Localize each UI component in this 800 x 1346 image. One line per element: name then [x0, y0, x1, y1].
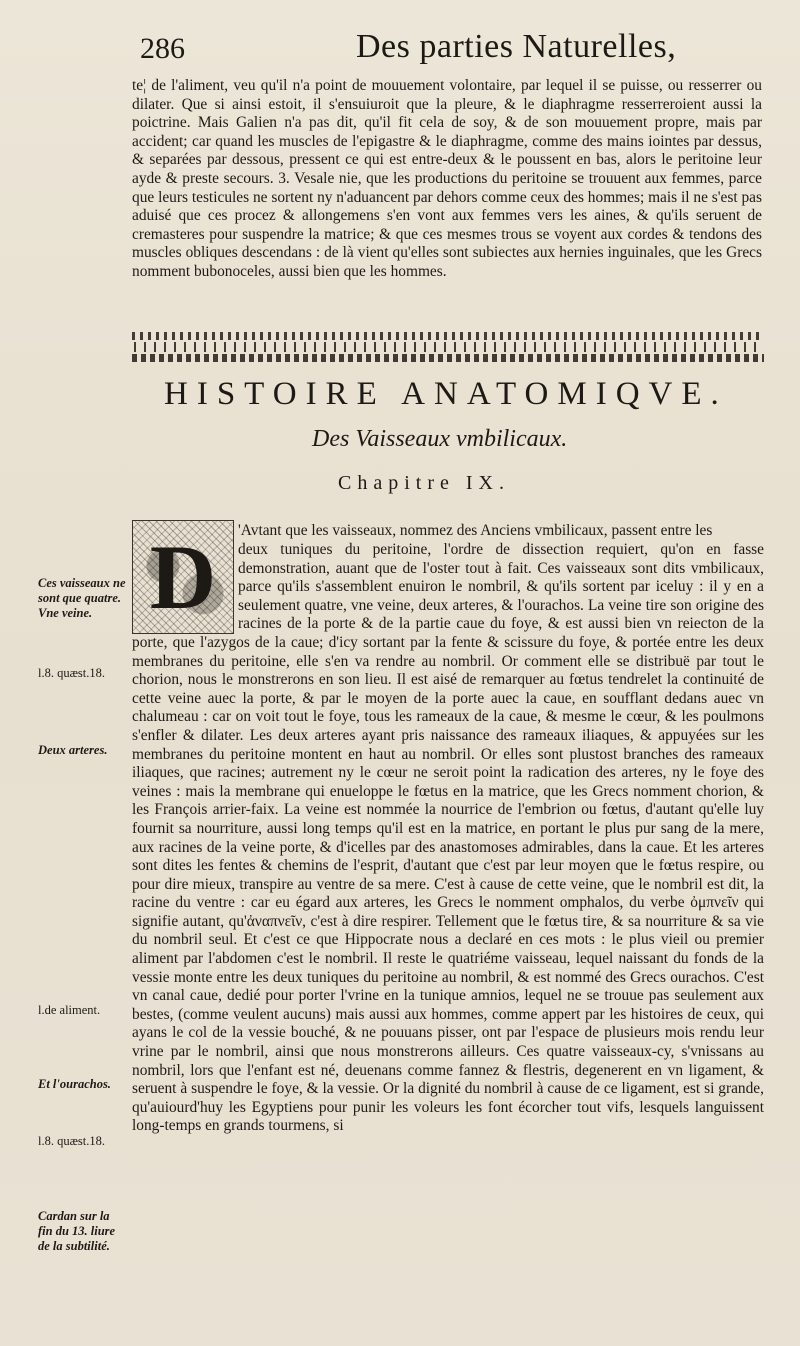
decorative-ornament-band: [132, 332, 764, 362]
dropcap-letter: D: [149, 526, 217, 628]
margin-note: Et l'ourachos.: [38, 1077, 111, 1091]
chapter-heading: Chapitre IX.: [338, 472, 510, 494]
top-paragraph: te¦ de l'aliment, veu qu'il n'a point de mouuement volontaire, par lequel il se puisse, ou resserrer ou dilater. Que si ainsi estoit, il s'ensuiuroit que la pleure, & le diaphragme resserreroient aussi la poictrine. Mais Galien n'a pas dit, qu'il fit cela de soy, & de son mouuement propre, mais par accident; car quand les muscles de l'epigastre & le diaphragme, comme des mains iointes par dessus, & separées par dessous, pressent ce qui est entre-deux & le poussent en bas, alors le peritoine leur ayde & preste secours. 3. Vesale nie, que les productions du peritoine se trouuent aux femmes, parce que leurs testicules ne sortent ny n'aduancent par dehors comme ceux des hommes; mais il ne s'est pas aduisé que ces procez & allongemens s'en vont aux femmes vers les aines, & qu'ils seruent de cremasteres pour suspendre la matrice; & que ces mesmes trous se voyent aux cordes & tendons des muscles obliques descendans : de là vient qu'elles sont subiectes aux hernies inguinales, que les Grecs nomment bubonoceles, aussi bien que les hommes.: [132, 77, 762, 280]
margin-note: Deux arteres.: [38, 743, 108, 757]
dropcap-spacer: [132, 541, 238, 633]
margin-note: l.8. quæst.18.: [38, 666, 106, 680]
section-title: HISTOIRE ANATOMIQVE.: [164, 376, 728, 412]
margin-note: l.de aliment.: [38, 1003, 101, 1017]
margin-note: l.8. quæst.18.: [38, 1134, 106, 1148]
chapter-first-line: 'Avtant que les vaisseaux, nommez des Anciens vmbilicaux, passent entre les: [238, 522, 713, 539]
chapter-body: [132, 541, 764, 1136]
margin-note: Cardan sur la fin du 13. liure de la subtilité.: [38, 1209, 116, 1253]
page-header: [40, 28, 770, 74]
chapter-body-text: deux tuniques du peritoine, l'ordre de dissection requiert, qu'on en fasse demonstration, auant que de l'oster tout à fait. Ces vaisseaux sont dits vmbilicaux, parce qu'ils s'assemblent enuiron le nombril, & qu'ils sortent par iceluy : il y en a seulement quatre, vne veine, deux arteres, & l'ourachos. La veine tire son origine des racines de la porte & de la partie caue du foye, & est aussi bien vn reiecton de la porte, que l'azygos de la caue; d'icy sortant par la fente & scissure du foye, & portée entre les deux membranes du peritoine, elle s'en va rendre au nombril. Or comment elle se distribuë par tout le chorion, nous le monstrerons en son lieu. Il est aisé de remarquer au fœtus tendrelet la continuité de cette veine auec la porte, & par le moyen de la porte auec la caue, en soufflant dedans auec vn chalumeau : car on voit tout le foye, tous les rameaux de la caue, & mesme le cœur, & les poulmons s'enfler & dilater. Les deux arteres ayant pris naissance des rameaux iliaques, & appuyées sur les membranes du peritoine montent en haut au nombril. Or elles sont plustost branches des rameaux iliaques, que racines; autrement ny le cœur ne seroit point la radication des arteres, ny le foye des veines : mais la membrane qui enueloppe le fœtus en la matrice, que les Grecs nomment chorion, & les François arrier-faix. La veine est nommée la nourrice de l'embrion ou fœtus, d'autant qu'elle luy fournit sa nourriture, aussi long temps qu'il est en la matrice, en portant le plus pur sang de la mere, aux racines de la veine porte, & d'icelles par des anastomoses admirables, dans la caue. Et les arteres sont dites les fentes & chemins de l'esprit, d'autant que c'est par leur moyen que le fœtus respire, ou pour dire mieux, transpire au ventre de sa mere. C'est à cause de cette veine, que le nombril est dit, la racine du ventre : car eu égard aux arteres, les Grecs le nomment omphalos, du verbe ὀμπνεῖν qui signifie autant, qu'ἀναπνεῖν, c'est à dire respirer. Tellement que le fœtus tire, & sa nourriture & sa vie du nombril seul. Et c'est ce que Hippocrate nous a declaré en ces mots : le plus vieil ou premier aliment par l'abdomen c'est le nombril. Il reste le quatriéme vaisseau, lequel naissant du fonds de la vessie monte entre les deux tuniques du peritoine au nombril, & est nommé des Grecs ourachos. C'est vn canal caue, dedié pour porter l'vrine en la tunique amnios, lequel ne se trouue pas seulement aux bestes, (comme veulent aucuns) mais aussi aux hommes, comme appert par les histoires de ceux, qui ayans le col de la vessie bouché, & ne pouuans pisser, ont par l'espace de plusieurs mois rendu leur vrine par le nombril, ainsi que nous monstrerons ailleurs. Ces quatre vaisseaux-cy, s'vnissans au nombril, lors que l'enfant est né, deuenans comme fannez & flestris, degenerent en vn ligament, & seruent à suspendre le foye, & la vessie. Or la dignité du nombril à cause de ce ligament, est si grande, qu'auiourd'huy les Egyptiens pour punir les voleurs les font écorcher tout vifs, lesquels languissent long-temps en grands tourmens, si: [132, 541, 764, 1135]
page-number: 286: [140, 32, 185, 65]
margin-note: Ces vaisseaux ne sont que quatre. Vne veine.: [38, 576, 126, 620]
running-title: Des parties Naturelles,: [356, 28, 677, 65]
section-subtitle: Des Vaisseaux vmbilicaux.: [312, 426, 568, 452]
